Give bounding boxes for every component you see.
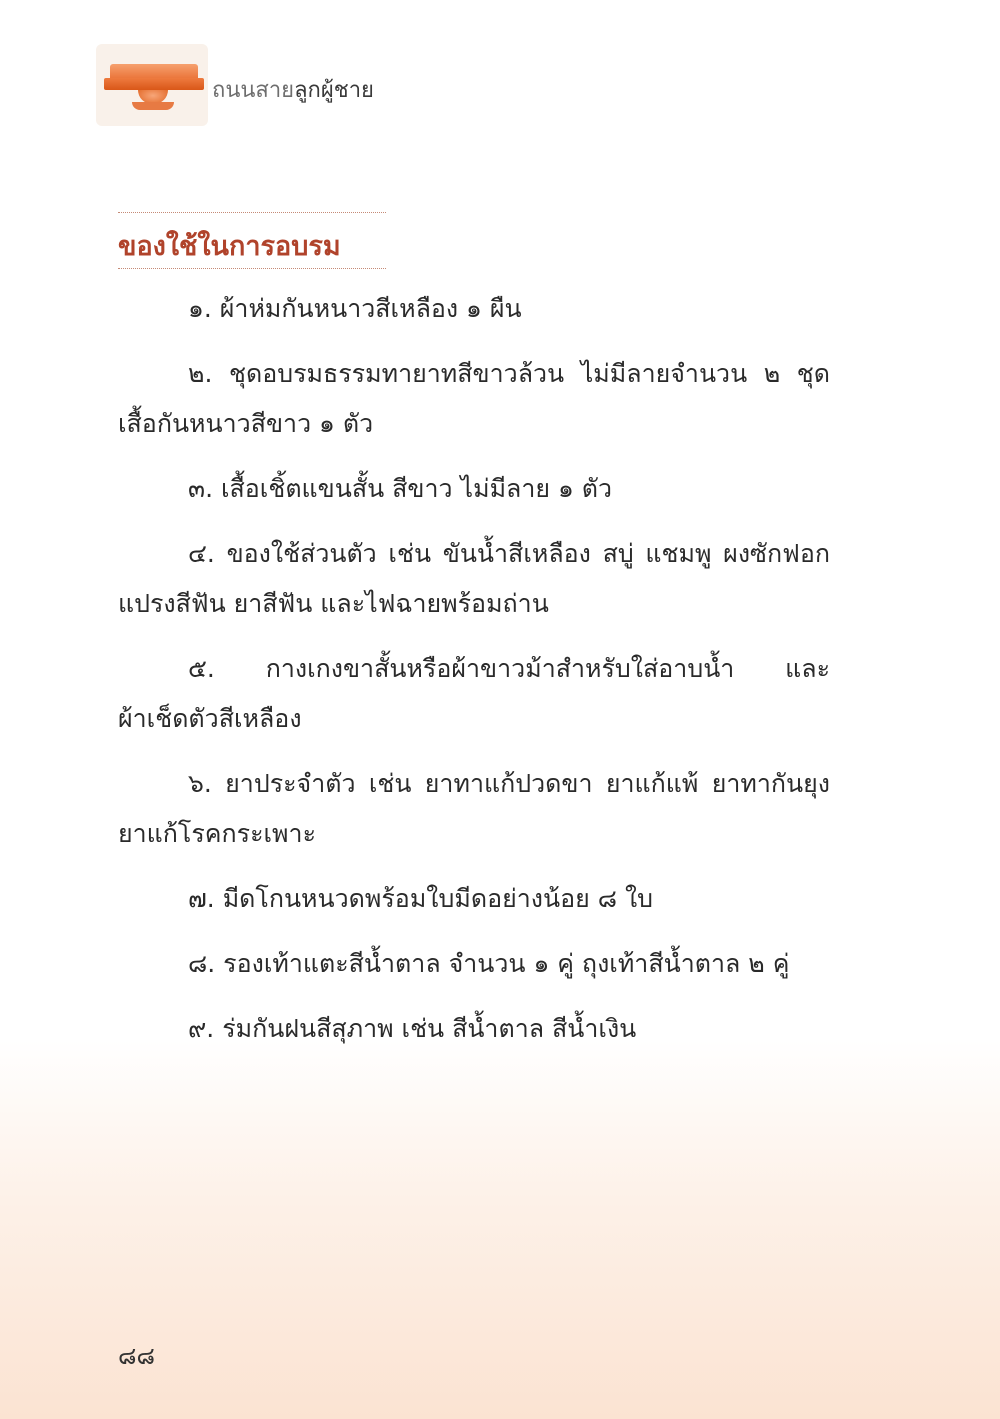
page-header [96, 44, 396, 134]
section-rule-bottom [118, 268, 386, 269]
list-item: ๙. ร่มกันฝนสีสุภาพ เช่น สีน้ำตาล สีน้ำเงิน [188, 1014, 637, 1043]
book-title-part2: ลูกผู้ชาย [294, 78, 374, 103]
book-title-part1: ถนนสาย [212, 78, 295, 103]
list-item: ๗. มีดโกนหนวดพร้อมใบมีดอย่างน้อย ๘ ใบ [188, 884, 654, 913]
orange-pedestal-icon [96, 44, 208, 126]
list-item: ๓. เสื้อเชิ้ตแขนสั้น สีขาว ไม่มีลาย ๑ ตัว [188, 474, 613, 503]
section-heading: ของใช้ในการอบรม [118, 231, 341, 262]
list-item: ๒. ชุดอบรมธรรมทายาทสีขาวล้วน ไม่มีลายจำนวน ๒ ชุด เสื้อกันหนาวสีขาว ๑ ตัว [118, 359, 830, 438]
page-number: ๘๘ [118, 1342, 156, 1370]
section-rule-top [118, 212, 386, 213]
list-item: ๔. ของใช้ส่วนตัว เช่น ขันน้ำสีเหลือง สบู่ แชมพู ผงซักฟอก แปรงสีฟัน ยาสีฟัน และไฟฉายพร้อมถ่าน [118, 539, 830, 618]
list-item: ๕. กางเกงขาสั้นหรือผ้าขาวม้าสำหรับใส่อาบน้ำ และ ผ้าเช็ดตัวสีเหลือง [118, 654, 830, 733]
list-item: ๖. ยาประจำตัว เช่น ยาทาแก้ปวดขา ยาแก้แพ้ ยาทากันยุง ยาแก้โรคกระเพาะ [118, 769, 830, 848]
book-title [212, 72, 374, 107]
list-item: ๑. ผ้าห่มกันหนาวสีเหลือง ๑ ผืน [188, 294, 522, 323]
item-list [118, 284, 830, 1069]
list-item: ๘. รองเท้าแตะสีน้ำตาล จำนวน ๑ คู่ ถุงเท้าสีน้ำตาล ๒ คู่ [188, 949, 790, 978]
